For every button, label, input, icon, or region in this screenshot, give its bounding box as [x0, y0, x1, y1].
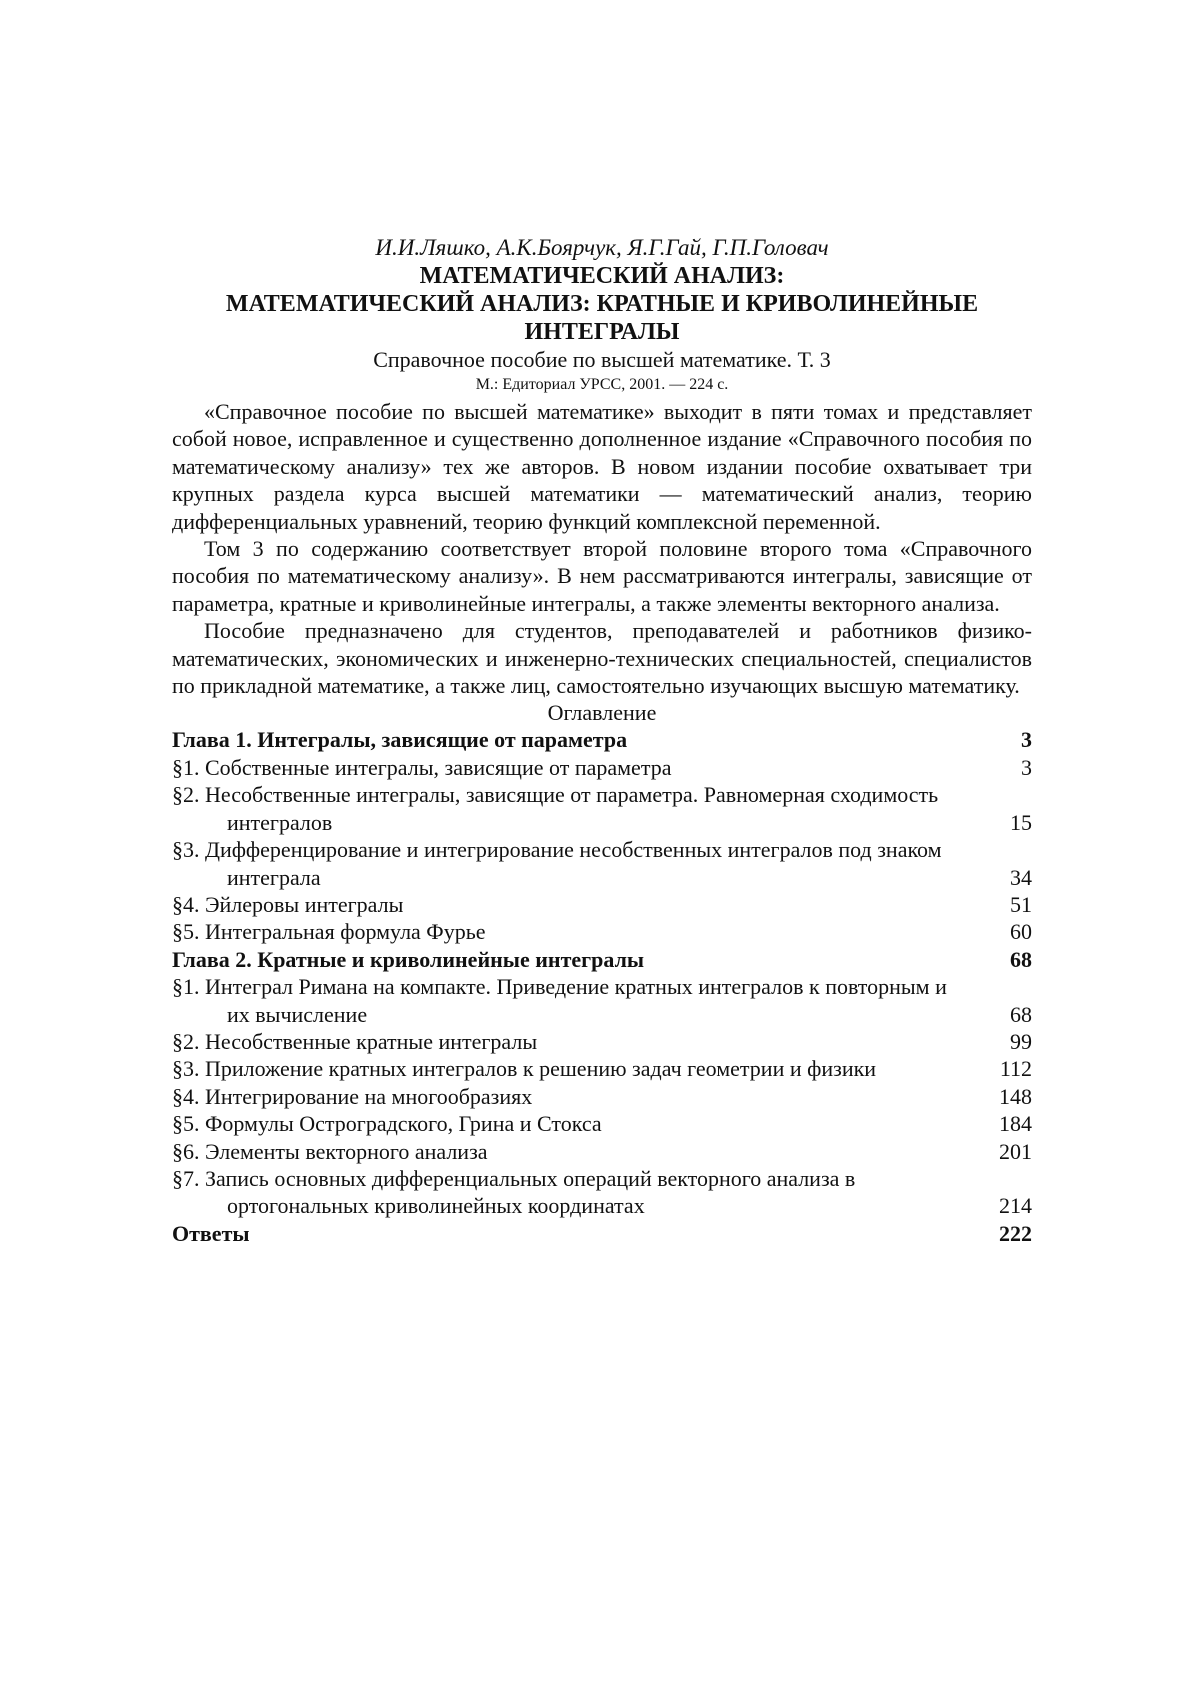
- toc-section-row: [172, 1165, 1032, 1220]
- toc-chapter-row: [172, 946, 1032, 973]
- toc-entry-page: 3: [1021, 754, 1032, 780]
- toc-section-row: [172, 918, 1032, 945]
- imprint: М.: Едиториал УРСС, 2001. — 224 с.: [475, 376, 729, 393]
- toc-entry-title: §7. Запись основных дифференциальных операций векторного анализа в ортогональных криволинейных координатах: [172, 1165, 856, 1219]
- toc-entry-page: 3: [1021, 727, 1032, 753]
- annotation: [172, 398, 1032, 699]
- toc-entry-title: §3. Приложение кратных интегралов к решению задач геометрии и физики: [172, 1056, 877, 1082]
- toc-section-row: [172, 891, 1032, 918]
- authors-line: И.И.Ляшко, А.К.Боярчук, Я.Г.Гай, Г.П.Головач: [375, 235, 829, 260]
- toc-entry-title: Глава 1. Интегралы, зависящие от параметра: [172, 727, 628, 753]
- toc-entry-title: §5. Формулы Остроградского, Грина и Стокса: [172, 1111, 602, 1137]
- annotation-paragraph: Пособие предназначено для студентов, преподавателей и работников физико-математических, экономических и инженерно-технических специальностей, специалистов по прикладной математике, а также лиц, самостоятельно изучающих высшую математику.: [172, 618, 1032, 699]
- toc-heading: Оглавление: [547, 700, 657, 726]
- title-line-2: МАТЕМАТИЧЕСКИЙ АНАЛИЗ: КРАТНЫЕ И КРИВОЛИНЕЙНЫЕ: [225, 291, 979, 317]
- toc-entry-page: 60: [1010, 919, 1032, 945]
- toc-chapter-row: [172, 726, 1032, 753]
- annotation-paragraph: «Справочное пособие по высшей математике» выходит в пяти томах и представляет собой новое, исправленное и существенно дополненное издание «Справочного пособия по математическому анализу» тех же авторов. В новом издании пособие охватывает три крупных раздела курса высшей математики — математический анализ, теорию дифференциальных уравнений, теорию функций комплексной переменной.: [172, 399, 1032, 534]
- toc-section-row: [172, 754, 1032, 781]
- subtitle: Справочное пособие по высшей математике. Т. 3: [373, 347, 831, 372]
- toc-entry-title: Глава 2. Кратные и криволинейные интегралы: [172, 946, 645, 972]
- title-line-1: МАТЕМАТИЧЕСКИЙ АНАЛИЗ:: [419, 263, 785, 289]
- toc-chapter-row: [172, 1220, 1032, 1247]
- toc-entry-title: §2. Несобственные интегралы, зависящие от параметра. Равномерная сходимость интегралов: [172, 782, 939, 835]
- toc-section-row: [172, 973, 1032, 1028]
- toc-entry-title: Ответы: [172, 1220, 250, 1246]
- toc-entry-page: 51: [1010, 891, 1032, 917]
- toc-entry-title: §1. Интеграл Римана на компакте. Приведение кратных интегралов к повторным и их вычисление: [172, 974, 947, 1027]
- toc-section-row: [172, 1055, 1032, 1082]
- toc-section-row: [172, 1110, 1032, 1137]
- toc-entry-title: §3. Дифференцирование и интегрирование несобственных интегралов под знаком интеграла: [172, 837, 942, 890]
- toc-entry-title: §4. Эйлеровы интегралы: [172, 891, 404, 917]
- toc-entry-title: §5. Интегральная формула Фурье: [172, 919, 486, 945]
- toc-section-row: [172, 1083, 1032, 1110]
- table-of-contents: [172, 726, 1032, 1247]
- title-line-3: ИНТЕГРАЛЫ: [524, 319, 680, 345]
- toc-entry-page: 68: [1010, 946, 1032, 972]
- toc-section-row: [172, 781, 1032, 836]
- toc-entry-title: §6. Элементы векторного анализа: [172, 1138, 488, 1164]
- toc-entry-title: §4. Интегрирование на многообразиях: [172, 1083, 533, 1109]
- toc-entry-page: 99: [1010, 1028, 1032, 1054]
- toc-entry-page: 184: [999, 1111, 1032, 1137]
- toc-section-row: [172, 836, 1032, 891]
- toc-section-row: [172, 1028, 1032, 1055]
- toc-entry-page: 34: [1010, 864, 1032, 890]
- toc-entry-page: 222: [999, 1220, 1032, 1246]
- toc-section-row: [172, 1138, 1032, 1165]
- annotation-paragraph: Том 3 по содержанию соответствует второй половине второго тома «Справочного пособия по математическому анализу». В нем рассматриваются интегралы, зависящие от параметра, кратные и криволинейные интегралы, а также элементы векторного анализа.: [172, 536, 1032, 616]
- toc-entry-page: 112: [999, 1056, 1032, 1082]
- toc-entry-page: 201: [999, 1138, 1032, 1164]
- toc-entry-title: §2. Несобственные кратные интегралы: [172, 1028, 538, 1054]
- toc-entry-page: 148: [999, 1083, 1032, 1109]
- toc-entry-page: 214: [999, 1193, 1032, 1219]
- toc-entry-page: 68: [1010, 1001, 1032, 1027]
- toc-entry-page: 15: [1010, 809, 1032, 835]
- document-page: [172, 234, 1032, 1247]
- toc-entry-title: §1. Собственные интегралы, зависящие от параметра: [172, 754, 672, 780]
